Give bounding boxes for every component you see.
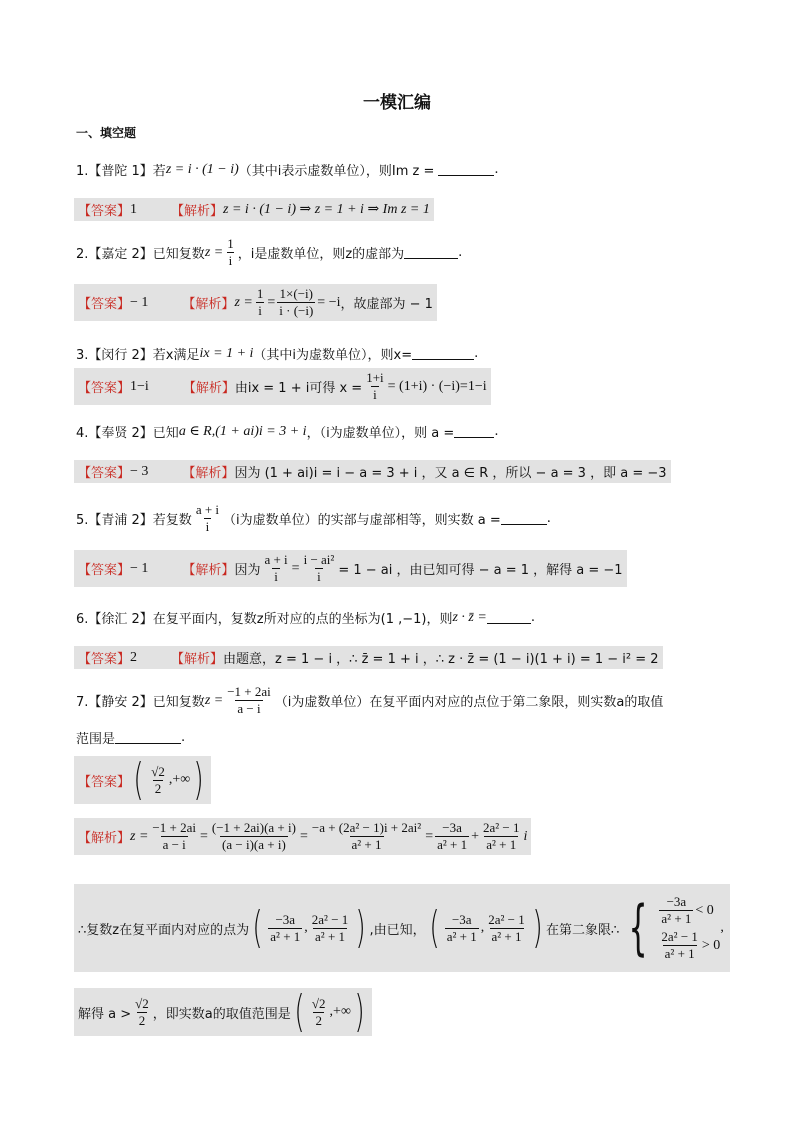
q6-blank (487, 611, 531, 624)
analysis-tag: 【解析】 (171, 652, 224, 667)
q3-analysis-pre: 由ix = 1 + i可得 x = (234, 381, 363, 396)
q7-ana-frac5: $\frac{\text{2a² − 1}}{\text{a² + 1}}$ (483, 820, 520, 852)
question-5: 5.【青浦 2】若复数 $\frac{a + i}{i}$ （i为虚数单位）的实部与虚部相等，则实数 a = . (76, 502, 551, 534)
q7-ana-lhs: z = (130, 828, 149, 844)
q7-point2-frac2: $\frac{\text{2a² − 1}}{\text{a² + 1}}$ (488, 911, 525, 944)
q4-text: ，（i为虚数单位），则 a = (306, 426, 455, 441)
analysis-7-line1: 【解析】 z = $\frac{-1 + 2ai}{a - i}$ = $\frac{(-1 + 2ai)(a + i)}{(a - i)(a + i)}$ = $\frac{\text{−a + (2a² − 1)i + 2ai²}}{\text{a² + 1}}$ = $\frac{-3a}{\text{a² + 1}}$ + $\frac{\text{2a² − 1}}{\text{a² + 1}}$ i (74, 818, 531, 855)
q2-fraction: $\frac{1}{i}$ (227, 236, 234, 268)
q5-analysis-rhs: = 1 − ai ，由已知可得 − a = 1 ，解得 a = −1 (338, 563, 623, 578)
answer-tag: 【答案】 (78, 381, 131, 396)
q7-fraction: $\frac{-1 + 2ai}{a - i}$ (227, 684, 271, 716)
q7-answer-frac: $\frac{√2}{2}$ (151, 763, 165, 796)
q3-label: 3.【闵行 2】若x满足 (76, 348, 200, 363)
question-3: 3.【闵行 2】若x满足 ix = 1 + i （其中i为虚数单位），则x= . (76, 345, 479, 363)
analysis-tag: 【解析】 (171, 204, 224, 219)
q1-text: （其中i表示虚数单位），则Im z = (238, 164, 435, 179)
q5-analysis-pre: 因为 (234, 563, 261, 578)
q2-analysis-rhs: = −i (317, 294, 341, 310)
q7-point-frac2: $\frac{\text{2a² − 1}}{\text{a² + 1}}$ (311, 911, 349, 944)
analysis-tag: 【解析】 (78, 831, 131, 846)
answer-7: 【答案】 ( $\frac{√2}{2}$ ,+∞ ) (74, 756, 211, 804)
question-7-cont: 范围是 . (76, 730, 186, 747)
q5-fraction: $\frac{a + i}{i}$ (195, 502, 220, 534)
q2-expr: z = (204, 244, 224, 260)
q1-analysis: z = i · (1 − i) ⇒ z = 1 + i ⇒ Im z = 1 (223, 202, 430, 217)
answer-tag: 【答案】 (78, 204, 131, 219)
q7-answer-tail: ,+∞ (168, 772, 191, 787)
question-4: 4.【奉贤 2】已知 a ∈ R,(1 + ai)i = 3 + i ，（i为虚数单位），则 a = . (76, 424, 499, 441)
q6-analysis: 由题意，z = 1 − i ，∴ z̄ = 1 + i ，∴ z · z̄ = (1 − i)(1 + i) = 1 − i² = 2 (223, 652, 659, 667)
analysis-7-line3: 解得 a > $\frac{√2}{2}$ ，即实数a的取值范围是 ( $\frac{√2}{2}$ ,+∞ ) (74, 988, 372, 1036)
analysis-tag: 【解析】 (182, 381, 235, 396)
answer-1 (74, 198, 434, 221)
q3-answer: 1−i (130, 378, 149, 394)
q2-answer: − 1 (130, 294, 149, 310)
q2-text: ，i是虚数单位，则z的虚部为 (237, 247, 405, 262)
q7-line2-pre: ∴复数z在复平面内对应的点为 (78, 922, 250, 938)
q7-line3-mid: ，即实数a的取值范围是 (152, 1006, 291, 1022)
q7-text2: 范围是 (76, 732, 116, 747)
q2-analysis-tail: ，故虚部为 − 1 (340, 297, 433, 312)
q7-ana-frac4: $\frac{-3a}{\text{a² + 1}}$ (437, 820, 468, 852)
q2-analysis-frac1: $\frac{1}{i}$ (256, 286, 264, 318)
answer-tag: 【答案】 (78, 297, 131, 312)
q3-blank (412, 347, 474, 360)
q4-label: 4.【奉贤 2】已知 (76, 426, 179, 441)
question-6: 6.【徐汇 2】在复平面内，复数z所对应的点的坐标为(1 ,−1)，则 z · z̄ = . (76, 609, 535, 627)
question-2: 2.【嘉定 2】已知复数 z = $\frac{1}{i}$ ，i是虚数单位，则z的虚部为 . (76, 236, 463, 268)
answer-3 (74, 368, 491, 405)
answer-tag: 【答案】 (78, 652, 131, 667)
answer-tag: 【答案】 (78, 774, 131, 790)
answer-4 (74, 460, 671, 483)
q7-inequality-system: { $\frac{-3a}{\text{a² + 1}}$ < 0 $\frac{\text{2a² − 1}}{\text{a² + 1}}$ > 0 (628, 893, 721, 963)
question-1: 1.【普陀 1】若 z = i · (1 − i) （其中i表示虚数单位），则Im z = . (76, 161, 499, 179)
analysis-tag: 【解析】 (182, 297, 235, 312)
q7-ana-frac2: $\frac{(-1 + 2ai)(a + i)}{(a - i)(a + i)}$ (211, 820, 296, 852)
answer-tag: 【答案】 (78, 563, 131, 578)
analysis-tag: 【解析】 (182, 563, 235, 578)
q4-answer: − 3 (130, 463, 149, 479)
q5-answer: − 1 (130, 560, 149, 576)
q6-answer: 2 (130, 649, 138, 665)
q3-analysis-rhs: = (1+i) · (−i)=1−i (387, 378, 487, 394)
q5-label: 5.【青浦 2】若复数 (76, 513, 192, 528)
analysis-tag: 【解析】 (182, 466, 235, 481)
q3-text: （其中i为虚数单位），则x= (253, 348, 413, 363)
q2-analysis-frac2: $\frac{1\times(-i)}{i \cdot (-i)}$ (279, 286, 314, 318)
q7-line2-post: 在第二象限∴ (545, 922, 620, 938)
answer-2: 【答案】 − 1 【解析】 z = $\frac{1}{i}$ = $\frac{1\times(-i)}{i \cdot (-i)}$ = −i ，故虚部为 − 1 (74, 284, 437, 321)
q7-ana-i: i (523, 828, 528, 844)
q2-blank (404, 246, 458, 259)
q7-blank (115, 731, 181, 744)
q7-line3-frac: $\frac{√2}{2}$ (135, 995, 149, 1028)
q7-text: （i为虚数单位）在复平面内对应的点位于第二象限，则实数a的取值 (274, 695, 664, 710)
q3-expr: ix = 1 + i (199, 345, 254, 361)
q5-text: （i为虚数单位）的实部与虚部相等，则实数 a = (223, 513, 501, 528)
page-title: 一模汇编 (363, 93, 431, 113)
q7-point2-frac1: $\frac{-3a}{\text{a² + 1}}$ (446, 911, 477, 944)
q3-analysis-frac: $\frac{1+i}{i}$ (366, 370, 384, 402)
q7-line2-mid: ,由已知， (369, 922, 426, 938)
q1-expr: z = i · (1 − i) (165, 161, 239, 177)
q4-analysis: 因为 (1 + ai)i = i − a = 3 + i ，又 a ∈ R ，所以 − a = 3 ，即 a = −3 (234, 466, 667, 481)
q2-analysis-lhs: z = (234, 294, 253, 310)
q5-analysis-frac2: $\frac{\text{i − ai²}}{i}$ (303, 552, 335, 584)
q1-label: 1.【普陀 1】若 (76, 164, 166, 179)
answer-6 (74, 646, 663, 669)
q5-analysis-frac1: $\frac{a + i}{i}$ (264, 552, 288, 584)
q7-label: 7.【静安 2】已知复数 (76, 695, 205, 710)
q4-blank (454, 425, 494, 438)
q6-expr: z · z̄ = (452, 609, 487, 625)
analysis-7-line2: ∴复数z在复平面内对应的点为 ( $\frac{-3a}{\text{a² + 1}}$ , $\frac{\text{2a² − 1}}{\text{a² + 1}}$ ) ,由已知， ( $\frac{-3a}{\text{a² + 1}}$ , $\frac{\text{2a² − 1}}{\text{a² + 1}}$ ) 在第二象限∴ { $\frac{-3a}{\text{a² + 1}}$ < 0 $\frac{\text{2a² − 1}}{\text{a² + 1}}$ > 0 , (74, 884, 730, 972)
q7-point-frac1: $\frac{-3a}{\text{a² + 1}}$ (270, 911, 301, 944)
q6-label: 6.【徐汇 2】在复平面内，复数z所对应的点的坐标为(1 ,−1)，则 (76, 612, 453, 627)
q7-line3-frac2: $\frac{√2}{2}$ (311, 995, 326, 1028)
section-heading: 一、填空题 (76, 126, 137, 140)
q4-expr: a ∈ R,(1 + ai)i = 3 + i (178, 424, 307, 439)
q7-expr: z = (204, 692, 224, 708)
answer-tag: 【答案】 (78, 466, 131, 481)
answer-5: 【答案】 − 1 【解析】 因为 $\frac{a + i}{i}$ = $\frac{\text{i − ai²}}{i}$ = 1 − ai ，由已知可得 − a = 1 ，解得 a = −1 (74, 550, 627, 587)
q7-ana-frac1: $\frac{-1 + 2ai}{a - i}$ (152, 820, 196, 852)
q1-answer: 1 (130, 201, 138, 217)
q7-ana-frac3: $\frac{\text{−a + (2a² − 1)i + 2ai²}}{\text{a² + 1}}$ (311, 820, 422, 852)
q7-line3-pre: 解得 a > (78, 1006, 132, 1022)
q5-blank (501, 512, 547, 525)
q1-blank (438, 163, 494, 176)
q7-line3-tail: ,+∞ (329, 1004, 351, 1019)
q2-label: 2.【嘉定 2】已知复数 (76, 247, 205, 262)
question-7 (76, 684, 663, 717)
